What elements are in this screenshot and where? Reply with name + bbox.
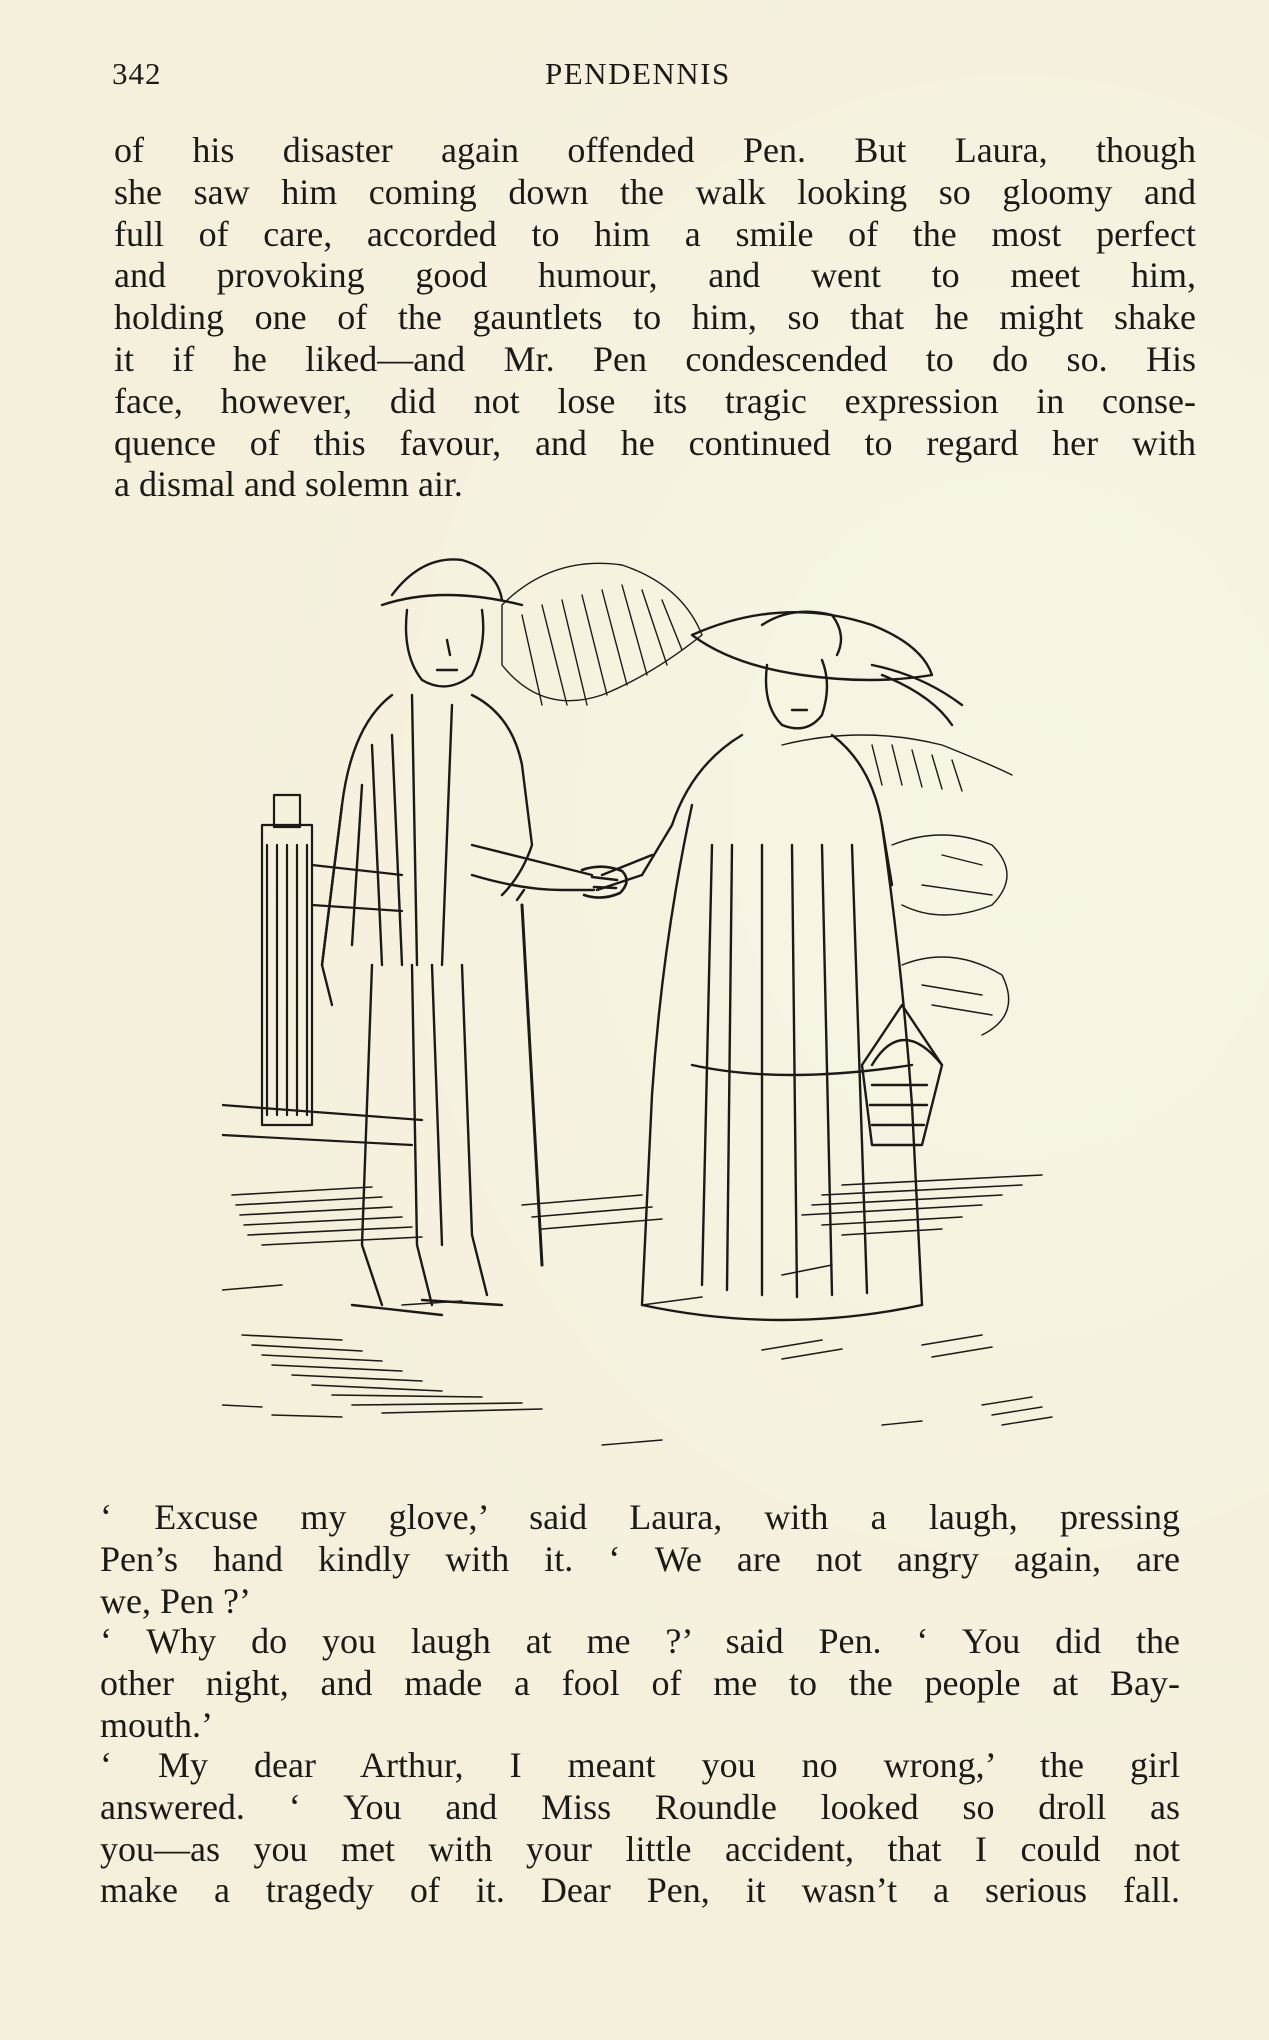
text-line: face, however, did not lose its tragic expression in conse- bbox=[114, 380, 1196, 421]
engraving-illustration bbox=[222, 545, 1082, 1450]
running-title: PENDENNIS bbox=[545, 56, 731, 91]
text-line: Pen’s hand kindly with it. ‘ We are not angry again, are bbox=[100, 1538, 1180, 1579]
text-line: mouth.’ bbox=[100, 1704, 213, 1745]
text-line: make a tragedy of it. Dear Pen, it wasn’t a serious fall. bbox=[100, 1870, 1180, 1911]
paragraph-why-do-you-laugh bbox=[100, 1621, 1180, 1746]
text-line: holding one of the gauntlets to him, so that he might shake bbox=[114, 297, 1196, 338]
text-line: and provoking good humour, and went to meet him, bbox=[114, 255, 1196, 296]
text-line: it if he liked—and Mr. Pen condescended to do so. His bbox=[114, 338, 1196, 379]
paragraph-my-dear-arthur bbox=[100, 1745, 1180, 1912]
text-line: ‘ Why do you laugh at me ?’ said Pen. ‘ You did the bbox=[100, 1621, 1180, 1661]
text-line: quence of this favour, and he continued to regard her with bbox=[114, 422, 1196, 463]
text-line: we, Pen ?’ bbox=[100, 1580, 251, 1621]
foreground-strokes bbox=[222, 1397, 1052, 1445]
woman-figure bbox=[597, 612, 962, 1320]
text-line: other night, and made a fool of me to the people at Bay- bbox=[100, 1662, 1180, 1703]
illustration-drawing bbox=[222, 545, 1082, 1450]
text-line: ‘ My dear Arthur, I meant you no wrong,’ the girl bbox=[100, 1745, 1180, 1785]
text-line: of his disaster again offended Pen. But Laura, though bbox=[114, 130, 1196, 170]
page-header bbox=[112, 52, 1192, 102]
text-line: you—as you met with your little accident, that I could not bbox=[100, 1828, 1180, 1869]
paragraph-excuse-my-glove bbox=[100, 1497, 1180, 1622]
foliage bbox=[502, 563, 1012, 1035]
paragraph-opening bbox=[114, 130, 1196, 506]
text-line: full of care, accorded to him a smile of the most perfect bbox=[114, 213, 1196, 254]
text-line: she saw him coming down the walk looking so gloomy and bbox=[114, 171, 1196, 212]
gate-posts bbox=[222, 795, 422, 1145]
page-number: 342 bbox=[112, 56, 162, 91]
text-line: answered. ‘ You and Miss Roundle looked so droll as bbox=[100, 1786, 1180, 1827]
text-line: ‘ Excuse my glove,’ said Laura, with a laugh, pressing bbox=[100, 1497, 1180, 1537]
ground-hatching bbox=[222, 1175, 1042, 1413]
text-line: a dismal and solemn air. bbox=[114, 464, 463, 505]
